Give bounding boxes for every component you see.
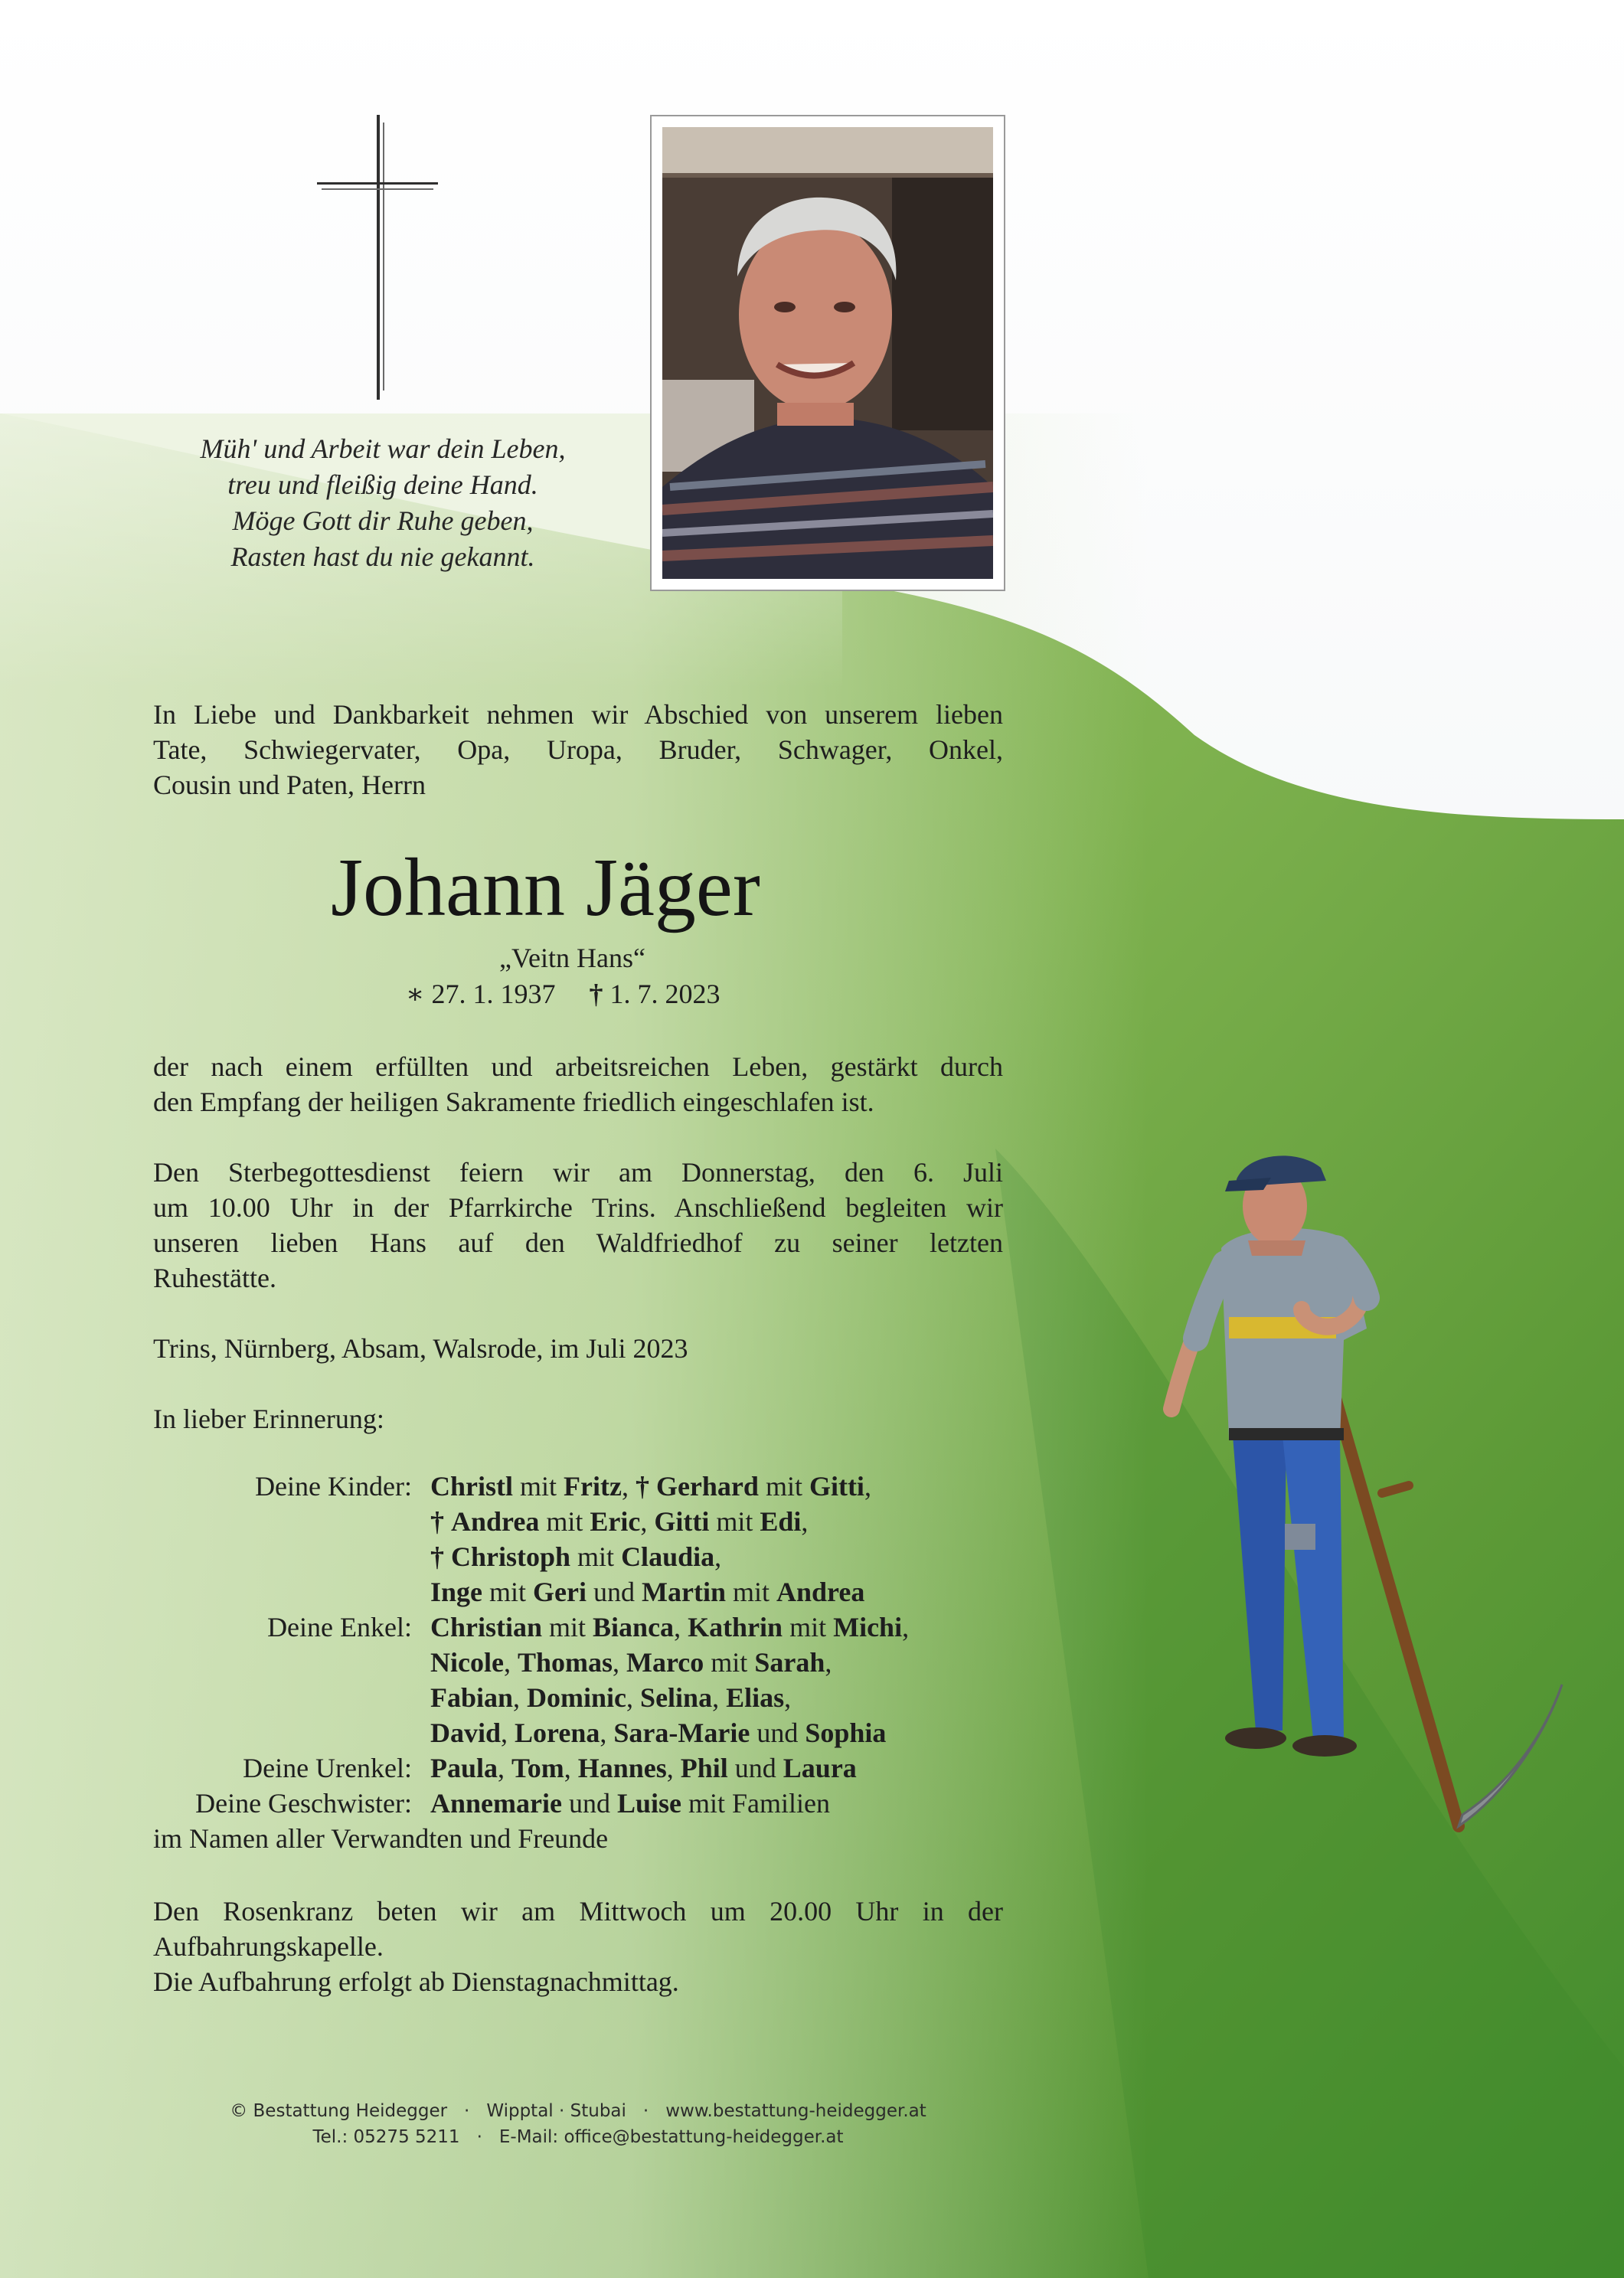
- poem-line: Rasten hast du nie gekannt.: [230, 541, 535, 572]
- footer-phone: Tel.: 05275 5211: [312, 2127, 460, 2147]
- person-name: Annemarie: [430, 1788, 562, 1819]
- dagger-icon: †: [635, 1471, 649, 1502]
- poem-line: Müh' und Arbeit war dein Leben,: [200, 433, 566, 464]
- poem-line: treu und fleißig deine Hand.: [227, 469, 538, 500]
- portrait-photo: [662, 127, 993, 579]
- intro-line: Cousin und Paten, Herrn: [153, 770, 426, 800]
- person-name: Sophia: [805, 1717, 887, 1748]
- separator: ·: [476, 2127, 482, 2147]
- person-name: Edi: [760, 1506, 802, 1537]
- person-name: Eric: [590, 1506, 641, 1537]
- person-name: Thomas: [517, 1647, 613, 1678]
- connector: und: [593, 1577, 635, 1607]
- intro-line: Tate, Schwiegervater, Opa, Uropa, Bruder, Schwager, Onkel,: [153, 734, 1003, 765]
- person-name: Fritz: [564, 1471, 622, 1502]
- person-name: Inge: [430, 1577, 483, 1607]
- separator: ·: [642, 2101, 649, 2121]
- person-name: Andrea: [451, 1506, 540, 1537]
- places-date: Trins, Nürnberg, Absam, Walsrode, im Juli 2023: [153, 1333, 688, 1364]
- person-name: David: [430, 1717, 502, 1748]
- person-name: Nicole: [430, 1647, 504, 1678]
- person-name: Christoph: [451, 1541, 571, 1572]
- connector: mit: [688, 1788, 726, 1819]
- person-name: Geri: [533, 1577, 587, 1607]
- passing-line: den Empfang der heiligen Sakramente friedlich eingeschlafen ist.: [153, 1087, 874, 1117]
- person-name: Fabian: [430, 1682, 514, 1713]
- dagger-icon: †: [430, 1541, 444, 1572]
- birth-icon: ∗: [406, 979, 425, 1009]
- person-name: Hannes: [577, 1753, 667, 1783]
- connector: mit: [520, 1471, 557, 1502]
- person-name: Christian: [430, 1612, 543, 1642]
- rosary-line: Aufbahrungskapelle.: [153, 1931, 384, 1962]
- footer-website: www.bestattung-heidegger.at: [665, 2101, 926, 2121]
- connector: und: [734, 1753, 776, 1783]
- person-name: Martin: [642, 1577, 726, 1607]
- person-name: Sarah: [754, 1647, 825, 1678]
- service-line: unseren lieben Hans auf den Waldfriedhof zu seiner letzten: [153, 1227, 1003, 1258]
- intro-line: In Liebe und Dankbarkeit nehmen wir Abschied von unserem lieben: [153, 699, 1003, 730]
- person-name: Gitti: [809, 1471, 864, 1502]
- portrait-frame: [650, 115, 1005, 591]
- person-name: Elias: [726, 1682, 785, 1713]
- connector: mit: [732, 1577, 770, 1607]
- service-line: Ruhestätte.: [153, 1263, 276, 1293]
- geschwister-label: Deine Geschwister:: [195, 1788, 412, 1819]
- person-name: Christl: [430, 1471, 513, 1502]
- connector: und: [568, 1788, 610, 1819]
- person-name: Selina: [640, 1682, 713, 1713]
- person-name: Tom: [511, 1753, 564, 1783]
- person-name: Dominic: [527, 1682, 627, 1713]
- connector: und: [756, 1717, 799, 1748]
- relatives-line: im Namen aller Verwandten und Freunde: [153, 1823, 609, 1854]
- person-name: Paula: [430, 1753, 498, 1783]
- person-name: Claudia: [621, 1541, 715, 1572]
- person-name: Laura: [783, 1753, 857, 1783]
- footer-email: E-Mail: office@bestattung-heidegger.at: [498, 2127, 844, 2147]
- person-name: Bianca: [593, 1612, 675, 1642]
- separator: ·: [464, 2101, 470, 2121]
- death-date: 1. 7. 2023: [609, 979, 721, 1009]
- dagger-icon: †: [430, 1506, 444, 1537]
- person-name: Lorena: [515, 1717, 600, 1748]
- connector: Familien: [732, 1788, 831, 1819]
- enkel-label: Deine Enkel:: [267, 1612, 412, 1642]
- rosary-paragraph: [153, 1894, 1003, 1999]
- connector: mit: [577, 1541, 615, 1572]
- intro-paragraph: [153, 697, 1003, 802]
- poem-line: Möge Gott dir Ruhe geben,: [232, 505, 534, 536]
- passing-line: der nach einem erfüllten und arbeitsreichen Leben, gestärkt durch: [153, 1051, 1003, 1082]
- memory-heading: In lieber Erinnerung:: [153, 1404, 384, 1434]
- rosary-line: Die Aufbahrung erfolgt ab Dienstagnachmittag.: [153, 1966, 679, 1997]
- person-name: Sara-Marie: [613, 1717, 750, 1748]
- person-name: Kathrin: [688, 1612, 783, 1642]
- person-name: Luise: [616, 1788, 681, 1819]
- person-name: Andrea: [776, 1577, 865, 1607]
- person-name: Marco: [626, 1647, 704, 1678]
- service-paragraph: [153, 1155, 1003, 1296]
- connector: mit: [549, 1612, 587, 1642]
- rosary-line: Den Rosenkranz beten wir am Mittwoch um 20.00 Uhr in der: [153, 1896, 1003, 1927]
- footer-line-2: [153, 2124, 1003, 2150]
- footer-line-1: [153, 2098, 1003, 2124]
- service-line: um 10.00 Uhr in der Pfarrkirche Trins. Anschließend begleiten wir: [153, 1192, 1003, 1223]
- passing-paragraph: [153, 1049, 1003, 1119]
- service-line: Den Sterbegottesdienst feiern wir am Donnerstag, den 6. Juli: [153, 1157, 1003, 1188]
- person-name: Gerhard: [655, 1471, 759, 1502]
- person-name: Gitti: [654, 1506, 710, 1537]
- connector: mit: [489, 1577, 527, 1607]
- life-dates: [406, 976, 720, 1012]
- birth-date: 27. 1. 1937: [431, 979, 556, 1009]
- farmer-with-scythe-photo: [1149, 1133, 1577, 1838]
- person-name: Phil: [680, 1753, 728, 1783]
- urenkel-label: Deine Urenkel:: [243, 1753, 412, 1783]
- connector: mit: [716, 1506, 753, 1537]
- connector: mit: [546, 1506, 583, 1537]
- connector: mit: [765, 1471, 802, 1502]
- footer-company: © Bestattung Heidegger: [230, 2101, 448, 2121]
- person-name: Michi: [833, 1612, 903, 1642]
- footer-region: Wipptal · Stubai: [486, 2101, 626, 2121]
- nickname: „Veitn Hans“: [499, 943, 645, 973]
- deceased-name: Johann Jäger: [331, 842, 760, 933]
- death-icon: †: [589, 979, 603, 1009]
- kinder-label: Deine Kinder:: [255, 1471, 412, 1502]
- connector: mit: [789, 1612, 827, 1642]
- poem: [123, 431, 643, 575]
- connector: mit: [711, 1647, 748, 1678]
